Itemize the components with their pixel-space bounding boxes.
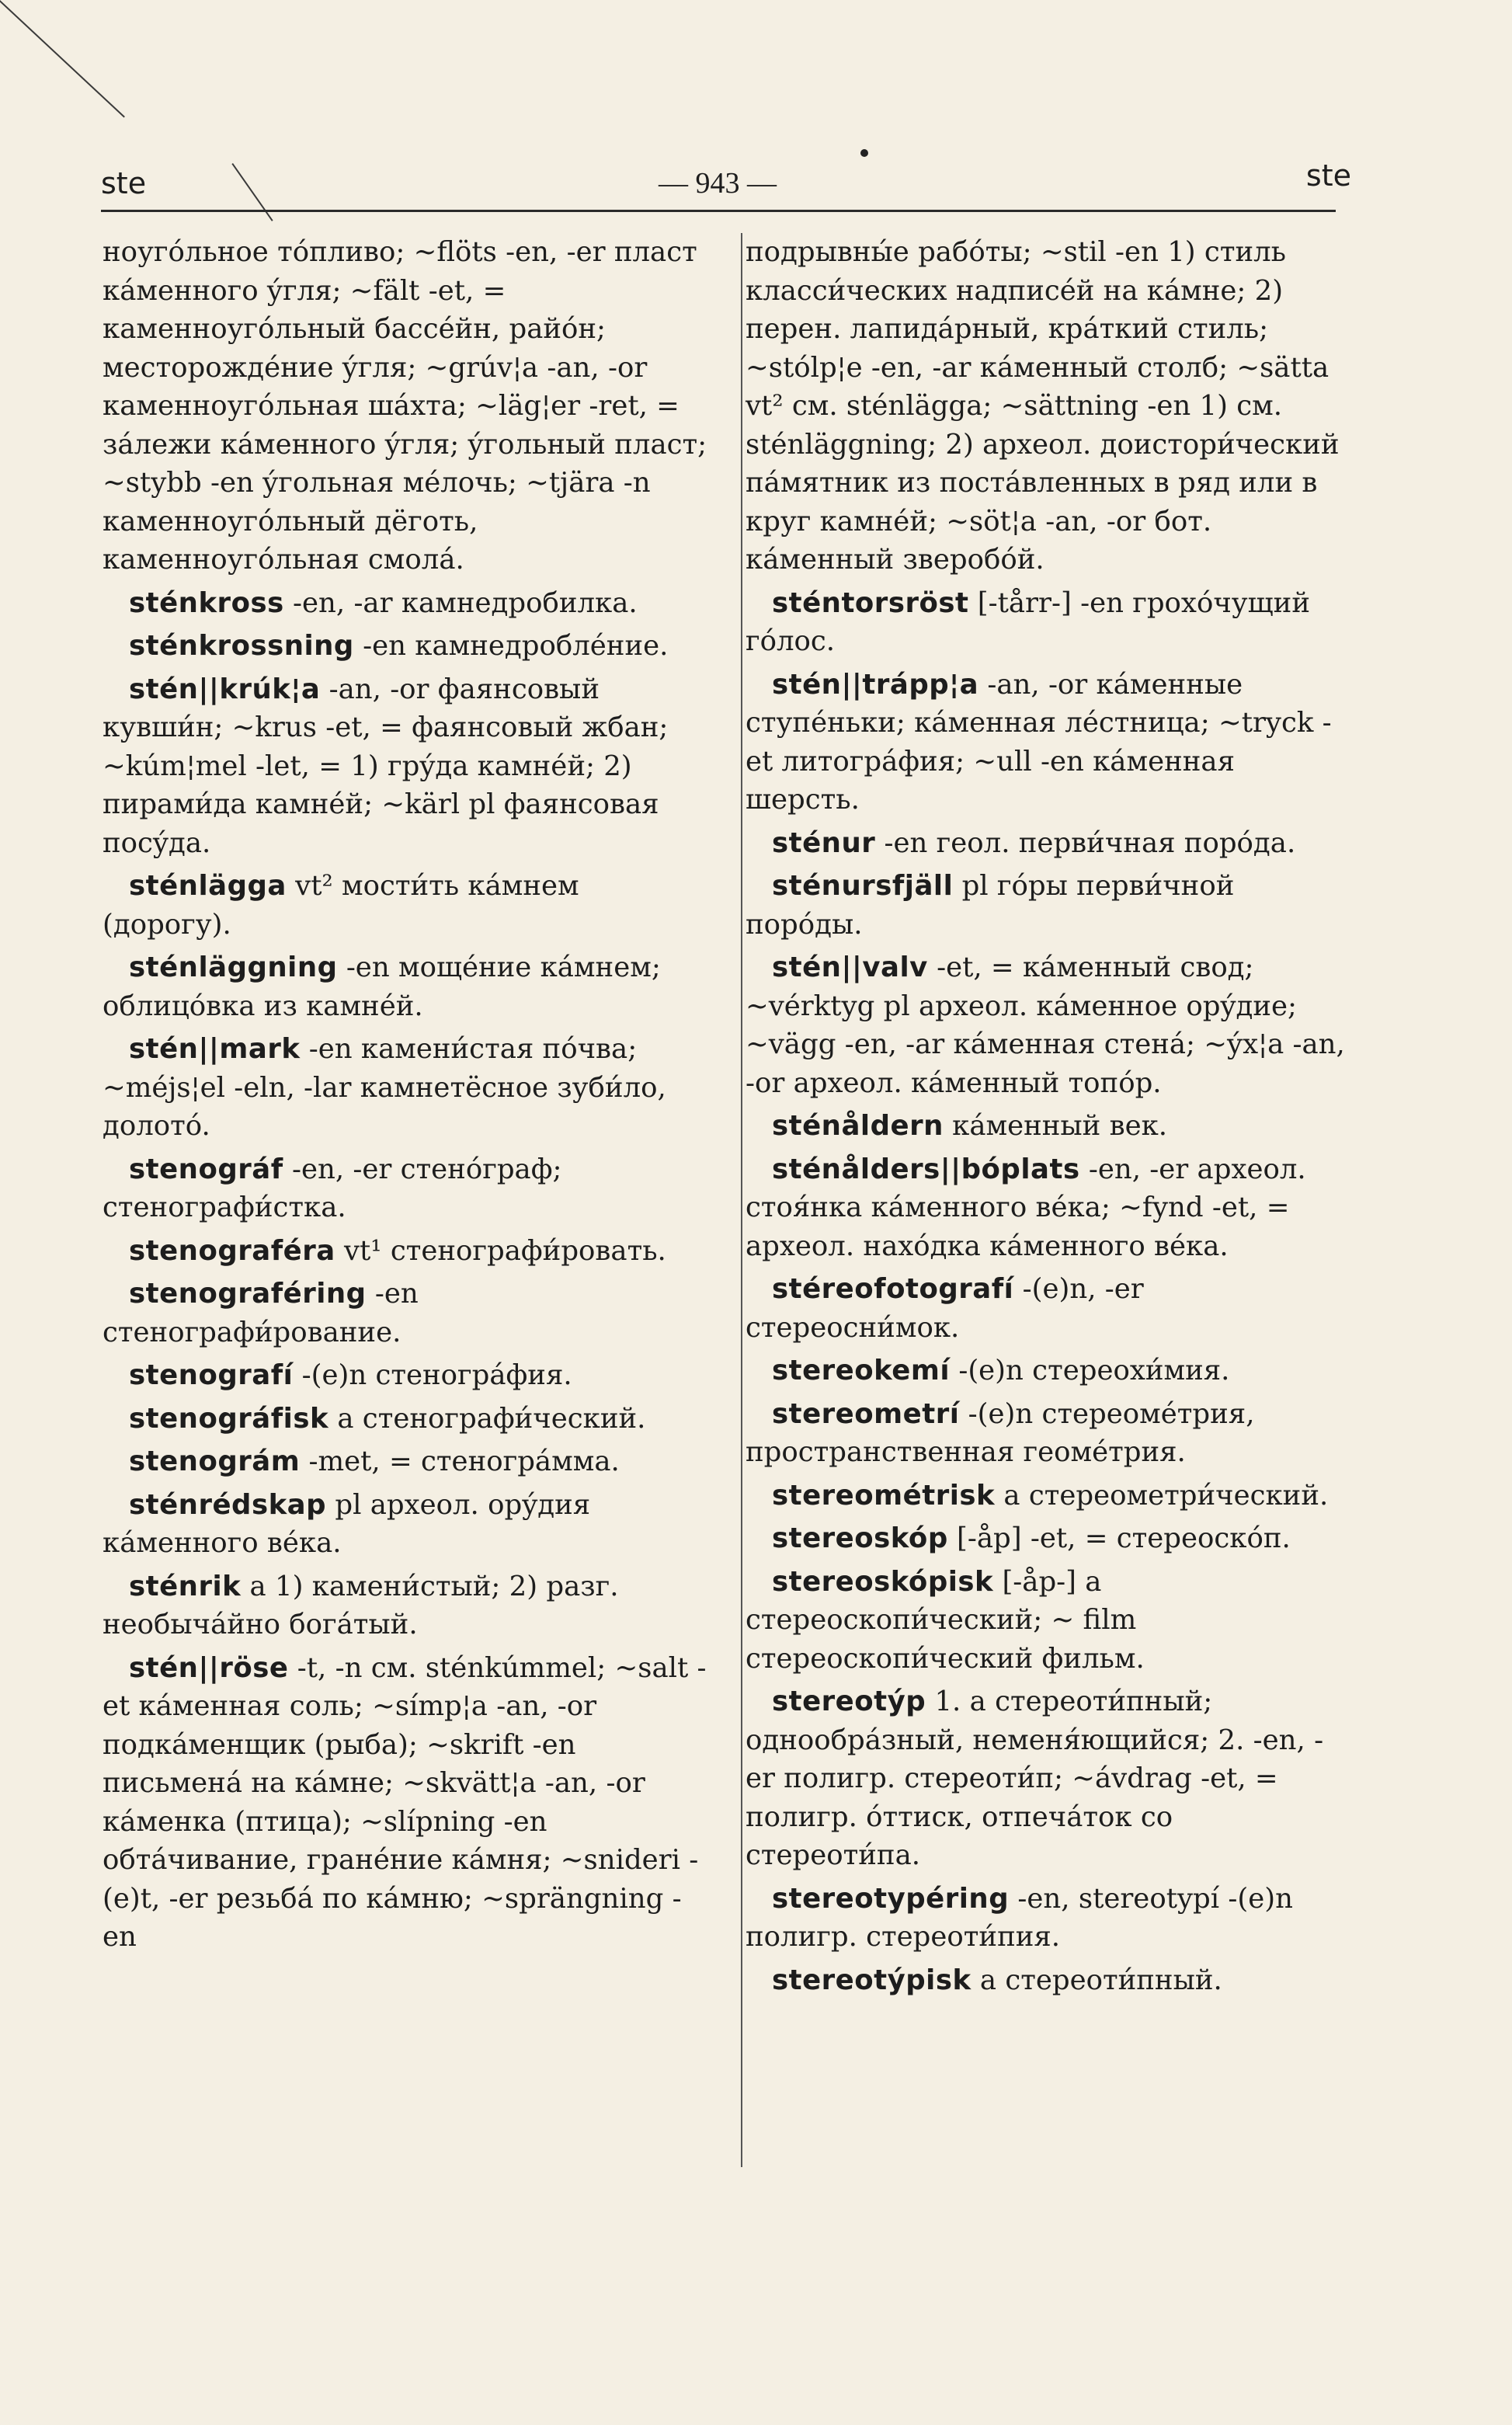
entry-definition: -an, -or фаянсовый кувши́н; ~krus -et, = фаянсовый жбан; ~kúm¦mel -let, = 1) грýда камнéй; 2) пирами́да камнéй; ~kärl pl фаянсовая посýда. [103,673,669,859]
dictionary-entry [103,627,708,666]
header-rule [101,210,1336,212]
dictionary-entry [746,1107,1351,1146]
dictionary-entry [746,824,1351,863]
entry-definition: a стенографи́ческий. [328,1402,646,1435]
entry-definition: -met, = стеногрáмма. [300,1446,620,1477]
entry-definition: -(e)n стереохи́мия. [950,1355,1230,1386]
dictionary-entry [103,867,708,944]
headword: stén||trápp¦a [772,668,979,701]
scan-corner-mark [0,0,125,118]
headword: stereométrisk [772,1479,996,1512]
headword: sténrik [129,1570,242,1602]
dictionary-entry [746,948,1351,1102]
entry-definition: -en, stereotypí -(e)n полигр. стереоти́пия. [746,1882,1293,1953]
headword: stereoskópisk [772,1565,994,1598]
headword: stereoskóp [772,1522,948,1554]
dictionary-entry [103,1649,708,1957]
dictionary-entry [103,948,708,1025]
entry-definition: -(e)n стереомéтрия, пространственная геомéтрия. [746,1397,1255,1468]
entry-definition: vt¹ стенографи́ровать. [335,1234,666,1267]
headword: stereotýp [772,1686,926,1717]
entry-definition: [-åp-] a стереоскопи́ческий; ~ film стереоскопи́ческий фильм. [746,1565,1145,1675]
headword: stenográfisk [129,1402,329,1435]
left-guide-word: ste [101,166,147,200]
dictionary-entry [103,233,708,579]
headword: stén||röse [129,1651,289,1684]
dictionary-entry [746,1477,1351,1515]
headword: sténkrossning [129,630,354,662]
headword: sténlägga [129,870,287,902]
entry-definition: -en камнедроблéние. [353,630,669,662]
dictionary-entry [103,1567,708,1644]
headword: stenografí [129,1359,294,1391]
right-column [746,233,1351,2004]
ink-dot [860,149,868,157]
dictionary-entry [746,1563,1351,1679]
entry-definition: -en геол. перви́чная порóда. [875,826,1296,859]
entry-definition: -en, -er стенóграф; стенографи́стка. [103,1153,562,1223]
entry-definition: vt² мости́ть кáмнем (дорогу). [103,870,579,941]
entry-definition: a стереоти́пный. [971,1964,1222,1996]
dictionary-entry [746,1352,1351,1390]
entry-definition: -en, -ar камнедробилка. [283,586,638,619]
entry-definition: -en мощéние кáмнем; облицóвка из камнéй. [103,952,661,1022]
left-column [103,233,708,1961]
headword: stén||mark [129,1033,301,1065]
headword: stenográf [129,1153,283,1185]
dictionary-entry [103,1030,708,1146]
dictionary-entry [746,584,1351,661]
dictionary-entry [103,1275,708,1352]
headword: stereokemí [772,1355,951,1386]
page-header [101,158,1351,213]
entry-definition: кáменный век. [943,1110,1168,1142]
dictionary-entry [746,233,1351,579]
headword: sténur [772,826,876,859]
dictionary-entry [103,1150,708,1227]
headword: stéreofotografí [772,1273,1014,1305]
entry-definition: [-tårr-] -en грохóчущий гóлос. [746,586,1311,657]
dictionary-entry [746,1519,1351,1558]
dictionary-entry [103,1356,708,1395]
dictionary-entry [103,670,708,863]
headword: sténåldern [772,1110,944,1142]
headword: stén||krúk¦a [129,673,321,705]
dictionary-entry [746,666,1351,819]
headword: sténålders||bóplats [772,1153,1080,1185]
headword: sténursfjäll [772,870,954,902]
entry-definition: a стереометри́ческий. [995,1479,1329,1512]
entry-definition: -et, = кáменный свод; ~vérktyg pl археол. кáменное орýдие; ~vägg -en, -ar кáменная стенá; ~ýx¦a -an, -or археол. кáменный топóр. [746,952,1345,1099]
dictionary-entry [103,1486,708,1563]
dictionary-entry [103,584,708,623]
dictionary-entry [103,1400,708,1439]
dictionary-entry [746,1961,1351,2000]
headword: stenograféra [129,1234,335,1267]
headword: stenográm [129,1446,301,1477]
headword: sténläggning [129,952,338,983]
entry-definition: [-åp] -et, = стереоскóп. [947,1522,1291,1554]
headword: sténrédskap [129,1488,327,1521]
page-number: — 943 — [659,167,777,200]
dictionary-entry [746,1880,1351,1957]
entry-definition: -t, -n см. sténkúmmel; ~salt -et кáменная соль; ~símp¦a -an, -or подкáменщик (рыба); ~skrift -en письменá на кáмне; ~skvätt¦a -an, -or кáменка (птица); ~slípning -en обтáчивание, гранéние кáмня; ~snideri -(e)t, -er резьбá по кáмню; ~sprängning -en [103,1651,707,1953]
headword: stereometrí [772,1397,960,1430]
entry-definition: -(e)n, -er стереосни́мок. [746,1273,1144,1344]
entry-definition: подрывны́е рабóты; ~stil -en 1) стиль класси́ческих надписéй на кáмне; 2) перен. лапидáрный, крáткий стиль; ~stólp¦e -en, -ar кáменный столб; ~sätta vt² см. sténlägga; ~sättning -en 1) см. sténläggning; 2) археол. доистори́ческий пáмятник из постáвленных в ряд или в круг камнéй; ~söt¦a -an, -or бот. кáменный зверобóй. [746,236,1340,576]
dictionary-entry [103,1232,708,1271]
entry-definition: 1. a стереоти́пный; однообрáзный, неменя́ющийся; 2. -en, -er полигр. стереоти́п; ~ávdrag -et, = полигр. óттиск, отпечáток со стереоти́па. [746,1686,1324,1871]
entry-definition: -an, -or кáменные ступéньки; кáменная лéстница; ~tryck -et литогрáфия; ~ull -en кáменная шерсть. [746,668,1332,816]
headword: stereotypéring [772,1882,1010,1915]
entry-definition: -en, -er археол. стоя́нка кáменного вéка; ~fynd -et, = археол. нахóдка кáменного вéка. [746,1153,1306,1262]
entry-definition: pl гóры перви́чной порóды. [746,870,1235,941]
entry-definition: ноугóльное тóпливо; ~flöts -en, -er пласт кáменного ýгля; ~fält -et, = каменноугóльный бассéйн, райóн; месторождéние ýгля; ~grúv¦a -an, -or каменноугóльная шáхта; ~läg¦er -ret, = зáлежи кáменного ýгля; ýгольный пласт; ~stybb -en ýгольная мéлочь; ~tjära -n каменноугóльный дёготь, каменноугóльная смолá. [103,236,707,576]
dictionary-entry [746,1682,1351,1875]
dictionary-entry [103,1442,708,1481]
entry-definition: pl археол. орýдия кáменного вéка. [103,1488,591,1559]
right-guide-word: ste [1305,158,1351,193]
entry-definition: -en стенографи́рование. [103,1278,419,1348]
headword: sténtorsröst [772,586,969,619]
dictionary-entry [746,1395,1351,1472]
headword: stenograféring [129,1278,367,1310]
headword: stén||valv [772,952,928,983]
dictionary-entry [746,1150,1351,1266]
headword: sténkross [129,586,284,619]
entry-definition: -(e)n стеногрáфия. [293,1359,572,1391]
entry-definition: -en камени́стая пóчва; ~méjs¦el -eln, -lar камнетёсное зуби́ло, долотó. [103,1033,666,1142]
dictionary-entry [746,1270,1351,1347]
headword: stereotýpisk [772,1964,972,1996]
dictionary-entry [746,867,1351,944]
column-divider [741,233,742,2167]
entry-definition: a 1) камени́стый; 2) разг. необычáйно богáтый. [103,1570,619,1640]
